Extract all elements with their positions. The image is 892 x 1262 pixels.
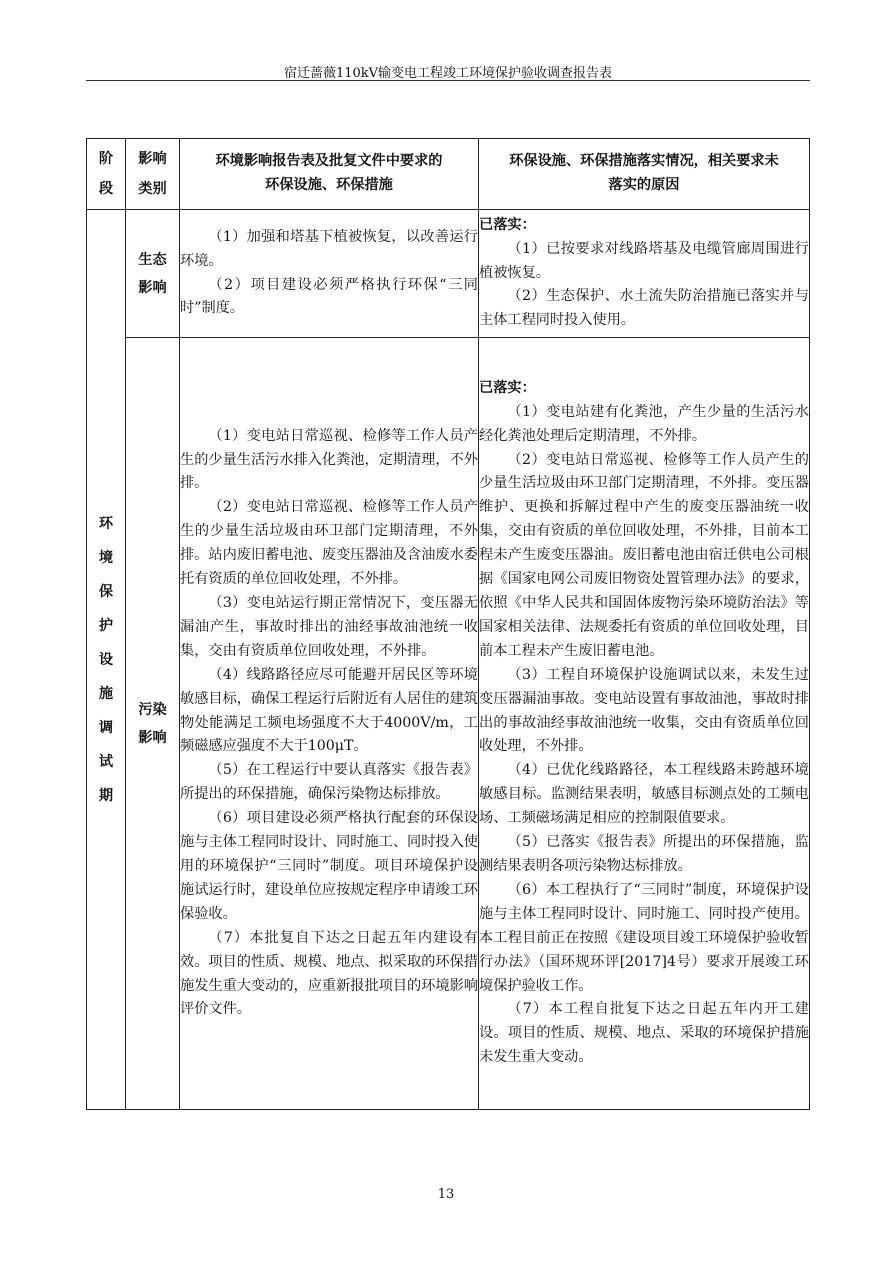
col-header-implemented: 环保设施、环保措施落实情况，相关要求未 落实的原因 [479,139,810,210]
header-rule [86,80,810,81]
col-header-required: 环境影响报告表及批复文件中要求的 环保设施、环保措施 [180,139,479,210]
report-table [86,138,810,1110]
page-header-title: 宿迁蔷薇110kV输变电工程竣工环境保护验收调查报告表 [283,66,613,81]
table-header-row [87,139,810,210]
required-cell-eco: （1）加强和塔基下植被恢复，以改善运行环境。 （2）项目建设必须严格执行环保“三同时”制度。 [180,210,479,338]
implemented-cell-eco: 已落实： （1）已按要求对线路塔基及电缆管廊周围进行植被恢复。 （2）生态保护、水土流失防治措施已落实并与主体工程同时投入使用。 [479,210,810,338]
category-pollution: 污染 影响 [126,338,180,1110]
col-header-category: 影响 类别 [126,139,180,210]
table-row [87,338,810,1110]
table-row [87,210,810,338]
category-eco: 生态 影响 [126,210,180,338]
stage-label: 环 境 保 护 设 施 调 试 期 [87,210,126,1110]
implemented-cell-pollution: 已落实： （1）变电站建有化粪池，产生少量的生活污水经化粪池处理后定期清理，不外排。 （2）变电站日常巡视、检修等工作人员产生的少量生活垃圾由环卫部门定期清理，不外排。变压器维护、更换和拆解过程中产生的废变压器油统一收集，交由有资质的单位回收处理，不外排，目前本工程未产生废变压器油。废旧蓄电池由宿迁供电公司根据《国家电网公司废旧物资处置管理办法》的要求，依照《中华人民共和国固体废物污染环境防治法》等国家相关法律、法规委托有资质的单位回收处理，目前本工程未产生废旧蓄电池。 （3）工程自环境保护设施调试以来，未发生过变压器漏油事故。变电站设置有事故油池，事故时排出的事故油经事故油池统一收集，交由有资质单位回收处理，不外排。 （4）已优化线路路径，本工程线路未跨越环境敏感目标。监测结果表明，敏感目标测点处的工频电场、工频磁场满足相应的控制限值要求。 （5）已落实《报告表》所提出的环保措施，监测结果表明各项污染物达标排放。 （6）本工程执行了“三同时”制度，环境保护设施与主体工程同时设计、同时施工、同时投产使用。本工程目前正在按照《建设项目竣工环境保护验收暂行办法》（国环规环评[2017]4号）要求开展竣工环境保护验收工作。 （7）本工程自批复下达之日起五年内开工建设。项目的性质、规模、地点、采取的环境保护措施未发生重大变动。 [479,338,810,1110]
col-header-stage: 阶 段 [87,139,126,210]
required-cell-pollution: （1）变电站日常巡视、检修等工作人员产生的少量生活污水排入化粪池，定期清理，不外排。 （2）变电站日常巡视、检修等工作人员产生的少量生活垃圾由环卫部门定期清理，不外排。站内废旧蓄电池、废变压器油及含油废水委托有资质的单位回收处理，不外排。 （3）变电站运行期正常情况下，变压器无漏油产生，事故时排出的油经事故油池统一收集，交由有资质单位回收处理，不外排。 （4）线路路径应尽可能避开居民区等环境敏感目标，确保工程运行后附近有人居住的建筑物处能满足工频电场强度不大于4000V/m，工频磁感应强度不大于100μT。 （5）在工程运行中要认真落实《报告表》所提出的环保措施，确保污染物达标排放。 （6）项目建设必须严格执行配套的环保设施与主体工程同时设计、同时施工、同时投入使用的环境保护“三同时”制度。项目环境保护设施试运行时，建设单位应按规定程序申请竣工环保验收。 （7）本批复自下达之日起五年内建设有效。项目的性质、规模、地点、拟采取的环保措施发生重大变动的，应重新报批项目的环境影响评价文件。 [180,338,479,1110]
page-number: 13 [437,1187,455,1202]
